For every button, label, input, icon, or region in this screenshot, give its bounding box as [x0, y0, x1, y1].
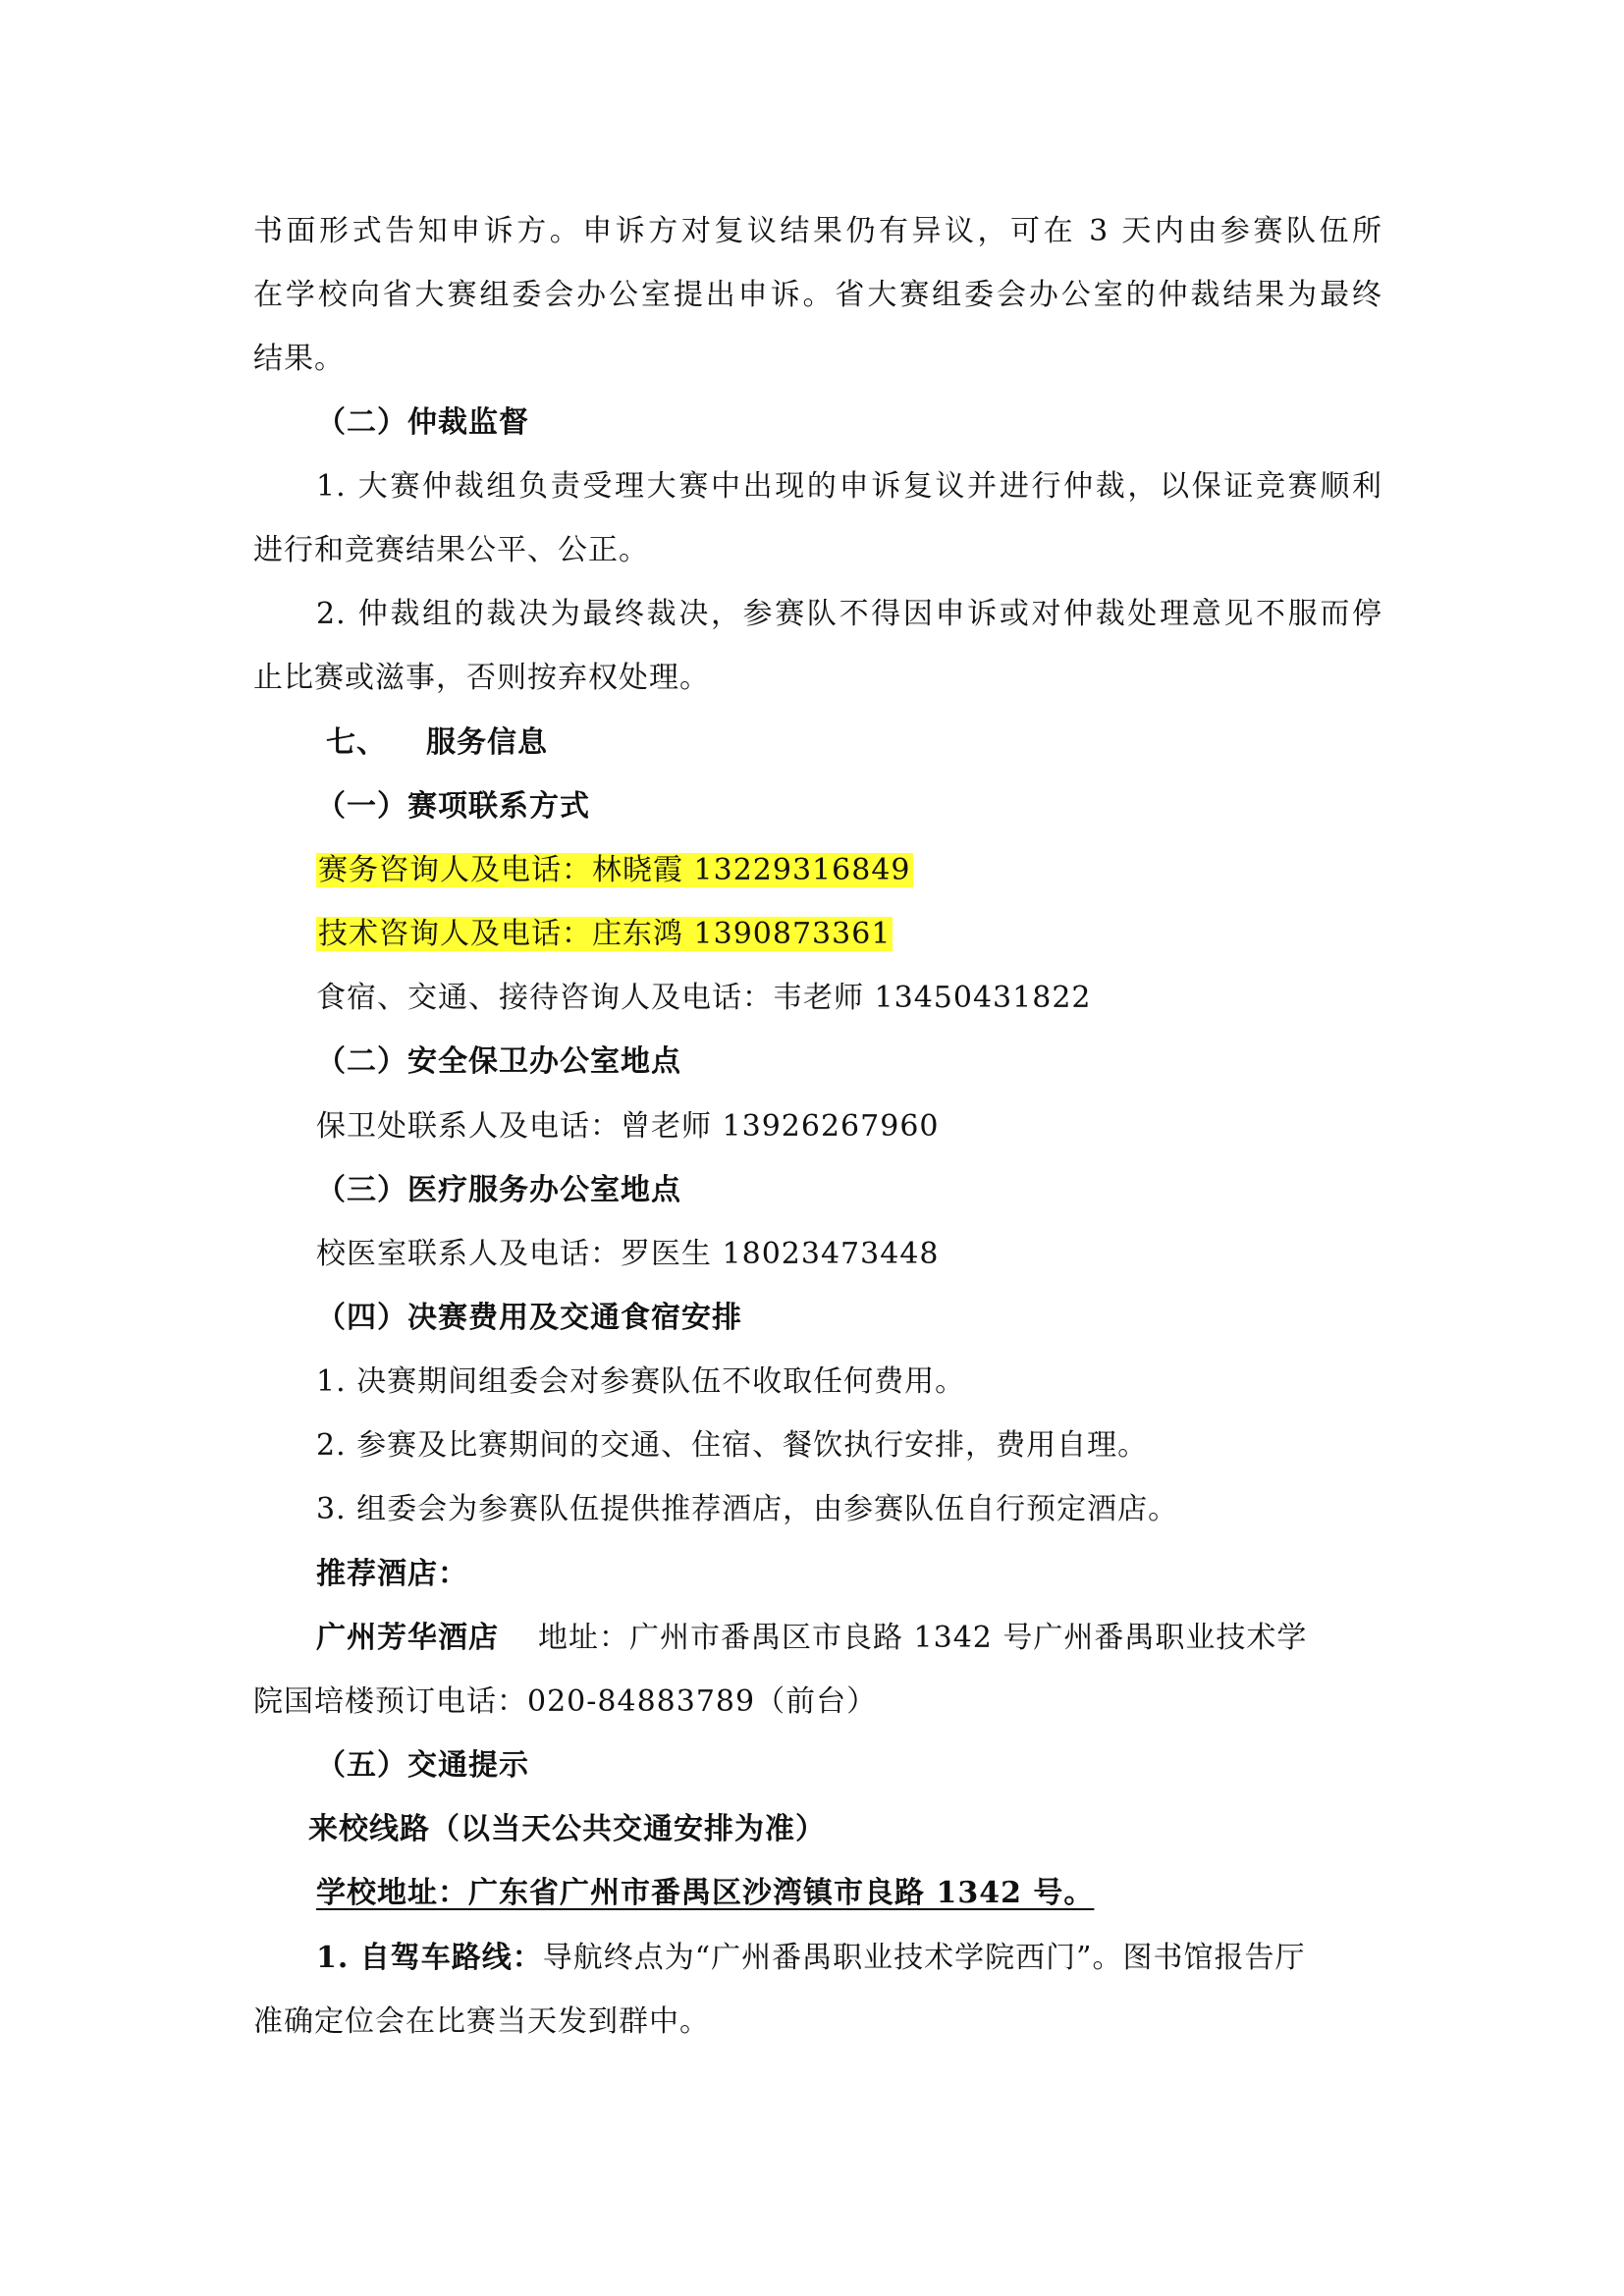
contact-line: [316, 915, 1382, 954]
hotel-name: 广州芳华酒店: [316, 1621, 499, 1655]
highlighted-contact: 赛务咨询人及电话：林晓霞 13229316849: [318, 853, 911, 887]
section-heading-medical: （三）医疗服务办公室地点: [316, 1173, 681, 1207]
section-heading-fees: （四）决赛费用及交通食宿安排: [316, 1301, 742, 1335]
contact-line: 食宿、交通、接待咨询人及电话：韦老师 13450431822: [316, 981, 1092, 1015]
paragraph-line: 1. 大赛仲裁组负责受理大赛中出现的申诉复议并进行仲裁，以保证竞赛顺利: [316, 469, 1382, 504]
section-heading-contact: （一）赛项联系方式: [316, 789, 590, 824]
chapter-number: 七、: [326, 725, 387, 760]
paragraph-line: 在学校向省大赛组委会办公室提出申诉。省大赛组委会办公室的仲裁结果为最终: [253, 278, 1382, 312]
drive-route-label: 1. 自驾车路线：: [316, 1941, 543, 1975]
hotel-line: [316, 1619, 1382, 1658]
section-heading-arbitration: （二）仲裁监督: [316, 405, 529, 440]
hotel-heading: 推荐酒店：: [316, 1557, 468, 1591]
chapter-title: 服务信息: [426, 725, 548, 760]
school-address-line: [316, 1874, 1382, 1913]
section-heading-traffic: （五）交通提示: [316, 1748, 529, 1783]
drive-route-text: 导航终点为“广州番禺职业技术学院西门”。图书馆报告厅: [542, 1941, 1306, 1975]
contact-line: [316, 851, 1382, 890]
drive-route-line: [316, 1939, 1382, 1978]
paragraph-line: 止比赛或滋事，否则按弃权处理。: [253, 661, 710, 695]
contact-line: 校医室联系人及电话：罗医生 18023473448: [316, 1237, 940, 1271]
section-heading-security: （二）安全保卫办公室地点: [316, 1044, 681, 1079]
paragraph-line: 进行和竞赛结果公平、公正。: [253, 533, 649, 567]
paragraph-line: 准确定位会在比赛当天发到群中。: [253, 2004, 710, 2039]
route-title: 来校线路（以当天公共交通安排为准）: [308, 1812, 826, 1846]
paragraph-line: 书面形式告知申诉方。申诉方对复议结果仍有异议，可在 3 天内由参赛队伍所: [253, 214, 1382, 248]
highlighted-contact: 技术咨询人及电话：庄东鸿 1390873361: [318, 917, 892, 951]
school-address: 学校地址：广东省广州市番禺区沙湾镇市良路 1342 号。: [316, 1876, 1095, 1910]
contact-line: 保卫处联系人及电话：曾老师 13926267960: [316, 1109, 940, 1144]
paragraph-line: 3. 组委会为参赛队伍提供推荐酒店，由参赛队伍自行预定酒店。: [316, 1492, 1179, 1526]
paragraph-line: 结果。: [253, 342, 345, 376]
paragraph-line: 1. 决赛期间组委会对参赛队伍不收取任何费用。: [316, 1364, 966, 1399]
chapter-heading-service: [326, 723, 1455, 763]
paragraph-line: 2. 参赛及比赛期间的交通、住宿、餐饮执行安排，费用自理。: [316, 1428, 1149, 1463]
paragraph-line: 2. 仲裁组的裁决为最终裁决，参赛队不得因申诉或对仲裁处理意见不服而停: [316, 597, 1382, 631]
hotel-address: 地址：广州市番禺区市良路 1342 号广州番禺职业技术学: [538, 1621, 1308, 1655]
hotel-line: 院国培楼预订电话：020-84883789（前台）: [253, 1684, 878, 1719]
